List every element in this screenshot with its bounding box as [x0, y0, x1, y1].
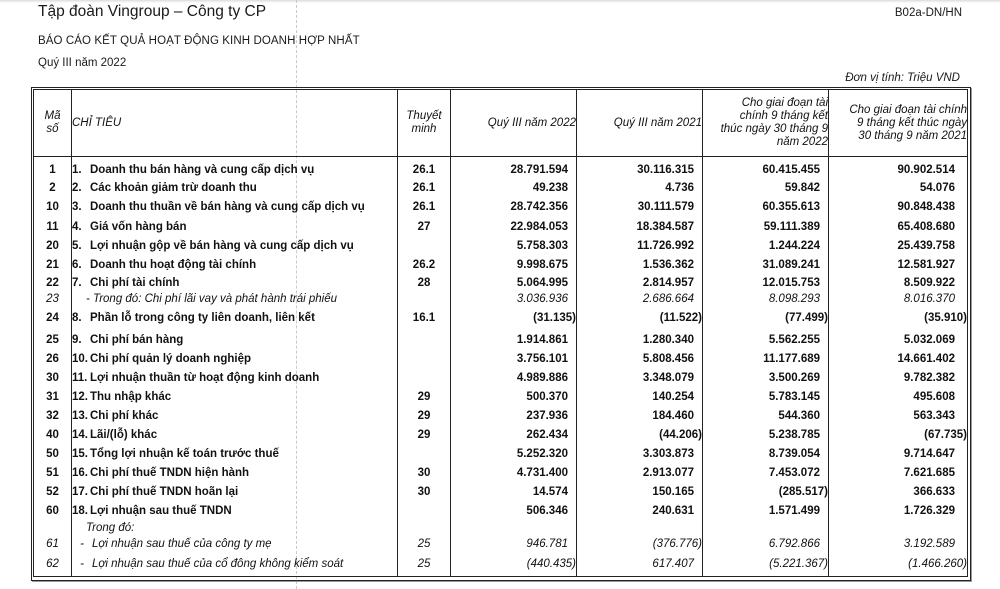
header-9m-2021-line1: Cho giai đoạn tài chính — [849, 103, 967, 116]
value-9m-2022: 3.500.269 — [703, 368, 829, 387]
row-index: 4. — [72, 220, 82, 233]
value-q3-2022: 4.731.400 — [451, 463, 577, 482]
value-q3-2022: 9.998.675 — [451, 255, 577, 274]
row-label — [72, 236, 398, 255]
row-index: 1. — [72, 164, 82, 176]
value-9m-2021: 14.661.402 — [897, 352, 955, 365]
value-9m-2021: 9.782.382 — [903, 371, 955, 384]
row-code: 10 — [34, 197, 72, 217]
value-9m-2021: 563.343 — [913, 409, 955, 422]
row-code — [34, 520, 72, 535]
value-9m-2021: 90.848.438 — [897, 201, 955, 213]
value-9m-2022: 31.089.241 — [703, 255, 829, 274]
value-q3-2022: 506.346 — [451, 501, 577, 520]
value-q3-2021: 1.536.362 — [577, 255, 703, 274]
table-row — [34, 406, 968, 425]
row-note — [398, 501, 451, 520]
row-note — [398, 520, 451, 535]
header-9m-2021-line2: 9 tháng kết thúc ngày — [857, 116, 967, 129]
value-q3-2022: 262.434 — [451, 425, 577, 444]
value-9m-2021: 25.439.758 — [897, 239, 955, 252]
row-note: 25 — [398, 535, 451, 553]
income-statement-table — [33, 89, 968, 577]
table-row — [34, 197, 968, 217]
value-q3-2021: 617.407 — [577, 553, 703, 575]
row-code: 23 — [34, 291, 72, 306]
row-code: 1 — [34, 161, 72, 179]
report-title: BÁO CÁO KẾT QUẢ HOẠT ĐỘNG KINH DOANH HỢP NHẤT — [38, 35, 360, 47]
value-q3-2021: 3.303.873 — [577, 444, 703, 463]
table-filler-row — [34, 575, 968, 577]
value-9m-2022: 60.415.455 — [703, 161, 829, 179]
row-index: 16. — [72, 466, 88, 479]
row-note: 26.1 — [398, 161, 451, 179]
value-q3-2022 — [451, 520, 577, 535]
header-9m-2022-line3: thúc ngày 30 tháng 9 — [720, 123, 828, 135]
row-label-text: Giá vốn hàng bán — [90, 220, 187, 233]
value-9m-2022: 59.111.389 — [703, 217, 829, 236]
filler-cell — [703, 575, 829, 577]
value-9m-2022: 5.783.145 — [703, 387, 829, 406]
row-label — [72, 255, 398, 274]
row-code: 20 — [34, 236, 72, 255]
value-q3-2022: 4.989.886 — [451, 368, 577, 387]
row-index: 13. — [72, 409, 88, 422]
row-index: 14. — [72, 428, 88, 441]
row-label-text: Lợi nhuận sau thuế của công ty mẹ — [92, 538, 272, 550]
row-label-text: Các khoản giảm trừ doanh thu — [90, 182, 257, 194]
value-9m-2021: 54.076 — [919, 182, 955, 194]
row-note: 29 — [398, 387, 451, 406]
row-note — [398, 349, 451, 368]
value-q3-2022: 28.791.594 — [451, 161, 577, 179]
value-q3-2021: 2.814.957 — [577, 274, 703, 291]
value-q3-2022: (440.435) — [451, 553, 577, 575]
value-q3-2021: 3.348.079 — [577, 368, 703, 387]
value-9m-2022: 6.792.866 — [703, 535, 829, 553]
value-9m-2021: 90.902.514 — [897, 164, 955, 176]
value-q3-2021: (11.522) — [577, 306, 703, 330]
row-note: 26.1 — [398, 197, 451, 217]
row-index: 15. — [72, 447, 88, 460]
row-code: 26 — [34, 349, 72, 368]
value-9m-2022: 544.360 — [703, 406, 829, 425]
value-q3-2021: 18.384.587 — [577, 217, 703, 236]
value-9m-2022: 12.015.753 — [703, 274, 829, 291]
row-index: 2. — [72, 182, 82, 194]
row-label-text: Doanh thu hoạt động tài chính — [90, 258, 257, 271]
value-9m-2022: 60.355.613 — [703, 197, 829, 217]
value-q3-2022: 5.252.320 — [451, 444, 577, 463]
header-9m-2021 — [829, 90, 968, 157]
row-bullet: - — [80, 538, 84, 550]
value-9m-2021: 65.408.680 — [897, 220, 955, 233]
value-9m-2022 — [703, 520, 829, 535]
value-q3-2022: 3.756.101 — [451, 349, 577, 368]
row-index: 11. — [72, 371, 88, 384]
row-note — [398, 444, 451, 463]
value-9m-2022: 11.177.689 — [703, 349, 829, 368]
row-label-text: Thu nhập khác — [90, 390, 172, 403]
form-code: B02a-DN/HN — [894, 7, 962, 19]
header-q3-2022: Quý III năm 2022 — [451, 90, 577, 157]
value-9m-2021: 8.016.370 — [903, 292, 955, 305]
value-9m-2021: 495.608 — [913, 390, 955, 403]
row-label — [72, 291, 398, 306]
header-code — [34, 90, 72, 157]
row-index: 9. — [72, 333, 82, 346]
row-label-text: Lãi/(lỗ) khác — [90, 428, 158, 441]
row-label — [72, 425, 398, 444]
value-q3-2022: 5.758.303 — [451, 236, 577, 255]
header-q3-2021: Quý III năm 2021 — [577, 90, 703, 157]
value-9m-2022: 5.238.785 — [703, 425, 829, 444]
value-q3-2021: 4.736 — [577, 179, 703, 197]
header-label: CHỈ TIÊU — [72, 90, 398, 157]
header-note — [398, 90, 451, 157]
header-note-line2: minh — [411, 123, 437, 135]
value-9m-2022: 7.453.072 — [703, 463, 829, 482]
row-code: 32 — [34, 406, 72, 425]
row-code: 11 — [34, 217, 72, 236]
row-code: 21 — [34, 255, 72, 274]
filler-cell — [34, 575, 72, 577]
row-label-text: Lợi nhuận gộp về bán hàng và cung cấp dịch vụ — [90, 239, 354, 252]
row-code: 62 — [34, 553, 72, 575]
row-label-text: Chi phí khác — [90, 409, 159, 422]
row-note — [398, 330, 451, 349]
value-9m-2021 — [829, 520, 968, 535]
table-row — [34, 482, 968, 501]
filler-cell — [577, 575, 703, 577]
value-q3-2022: 500.370 — [451, 387, 577, 406]
row-note: 30 — [398, 482, 451, 501]
value-q3-2022: 946.781 — [451, 535, 577, 553]
row-code: 40 — [34, 425, 72, 444]
value-q3-2022: 237.936 — [451, 406, 577, 425]
row-label — [72, 274, 398, 291]
value-q3-2022: 28.742.356 — [451, 197, 577, 217]
row-label — [72, 553, 398, 575]
row-label — [72, 197, 398, 217]
row-label-text: Chi phí thuế TNDN hoãn lại — [90, 485, 239, 498]
value-q3-2022: 5.064.995 — [451, 274, 577, 291]
row-note — [398, 368, 451, 387]
row-label-text: Chi phí bán hàng — [90, 333, 184, 346]
row-index: 5. — [72, 239, 82, 252]
table-row — [34, 501, 968, 520]
value-9m-2021: 7.621.685 — [903, 466, 955, 479]
value-q3-2021: 184.460 — [577, 406, 703, 425]
value-9m-2021: 3.192.589 — [903, 538, 955, 550]
row-code: 25 — [34, 330, 72, 349]
table-row — [34, 553, 968, 575]
row-code: 2 — [34, 179, 72, 197]
row-label — [72, 368, 398, 387]
value-q3-2021: 2.686.664 — [577, 291, 703, 306]
filler-cell — [451, 575, 577, 577]
value-q3-2022: 14.574 — [451, 482, 577, 501]
row-label-text: Doanh thu bán hàng và cung cấp dịch vụ — [90, 164, 315, 176]
row-note: 29 — [398, 406, 451, 425]
row-index: 7. — [72, 276, 82, 289]
row-label — [72, 406, 398, 425]
table-row — [34, 444, 968, 463]
value-9m-2021: 366.633 — [913, 485, 955, 498]
row-label-text: Phần lỗ trong công ty liên doanh, liên kết — [90, 312, 315, 324]
row-label-text: Chi phí tài chính — [90, 276, 180, 289]
value-9m-2021: 5.032.069 — [903, 333, 955, 346]
value-9m-2022: (77.499) — [703, 306, 829, 330]
row-index: 10. — [72, 352, 88, 365]
row-index: 3. — [72, 201, 82, 213]
row-note: 25 — [398, 553, 451, 575]
value-q3-2021: 240.631 — [577, 501, 703, 520]
row-note: 26.2 — [398, 255, 451, 274]
row-note: 29 — [398, 425, 451, 444]
value-9m-2022: 1.244.224 — [703, 236, 829, 255]
value-q3-2022: (31.135) — [451, 306, 577, 330]
row-label-text: Lợi nhuận sau thuế của cổ đông không kiểm soát — [92, 558, 344, 570]
row-code: 52 — [34, 482, 72, 501]
value-9m-2022: 8.098.293 — [703, 291, 829, 306]
header-9m-2022-line4: năm 2022 — [776, 136, 828, 148]
header-9m-2022-line1: Cho giai đoạn tài — [741, 97, 828, 109]
value-9m-2021: (35.910) — [924, 312, 967, 324]
row-code: 30 — [34, 368, 72, 387]
value-9m-2022: 1.571.499 — [703, 501, 829, 520]
filler-cell — [398, 575, 451, 577]
value-q3-2022: 1.914.861 — [451, 330, 577, 349]
row-label — [72, 501, 398, 520]
value-q3-2021: 2.913.077 — [577, 463, 703, 482]
row-label-text: Chi phí thuế TNDN hiện hành — [90, 466, 250, 479]
table-row — [34, 161, 968, 179]
report-period: Quý III năm 2022 — [38, 57, 127, 69]
row-note: 27 — [398, 217, 451, 236]
value-9m-2021: (1.466.260) — [908, 558, 967, 570]
value-9m-2022: 5.562.255 — [703, 330, 829, 349]
row-label — [72, 482, 398, 501]
value-9m-2022: (285.517) — [703, 482, 829, 501]
row-index: 12. — [72, 390, 88, 403]
row-code: 60 — [34, 501, 72, 520]
value-q3-2021: 30.116.315 — [577, 161, 703, 179]
row-label — [72, 179, 398, 197]
value-q3-2021: (44.206) — [577, 425, 703, 444]
value-9m-2022: 59.842 — [703, 179, 829, 197]
table-row — [34, 179, 968, 197]
value-q3-2022: 3.036.936 — [451, 291, 577, 306]
value-9m-2021: 12.581.927 — [897, 258, 955, 271]
row-index: 8. — [72, 312, 82, 324]
row-label — [72, 520, 398, 535]
row-label-text: Doanh thu thuần về bán hàng và cung cấp dịch vụ — [90, 201, 365, 213]
row-note: 28 — [398, 274, 451, 291]
row-note: 30 — [398, 463, 451, 482]
row-label-text: Tổng lợi nhuận kế toán trước thuế — [90, 447, 279, 460]
value-9m-2021: 8.509.922 — [903, 276, 955, 289]
filler-cell — [72, 575, 398, 577]
table-row — [34, 387, 968, 406]
header-code-line1: Mã — [44, 110, 61, 122]
value-q3-2021: (376.776) — [577, 535, 703, 553]
table-row — [34, 535, 968, 553]
row-label — [72, 330, 398, 349]
value-9m-2021: 1.726.329 — [903, 504, 955, 517]
row-note — [398, 236, 451, 255]
row-label-text: Trong đó: — [86, 521, 135, 534]
row-label — [72, 387, 398, 406]
value-9m-2021: (67.735) — [924, 428, 967, 441]
currency-unit: Đơn vị tính: Triệu VND — [845, 72, 960, 84]
row-label-text: Lợi nhuận thuần từ hoạt động kinh doanh — [90, 371, 320, 384]
row-code: 31 — [34, 387, 72, 406]
value-q3-2021: 150.165 — [577, 482, 703, 501]
table-row — [34, 520, 968, 535]
header-note-line1: Thuyết — [406, 110, 442, 122]
row-index: 17. — [72, 485, 88, 498]
value-q3-2021: 5.808.456 — [577, 349, 703, 368]
table-header-row — [34, 90, 968, 157]
row-code: 50 — [34, 444, 72, 463]
row-code: 24 — [34, 306, 72, 330]
table-row — [34, 330, 968, 349]
value-q3-2022: 49.238 — [451, 179, 577, 197]
row-code: 61 — [34, 535, 72, 553]
row-code: 51 — [34, 463, 72, 482]
value-9m-2021: 9.714.647 — [903, 447, 955, 460]
table-row — [34, 463, 968, 482]
value-q3-2021: 30.111.579 — [577, 197, 703, 217]
header-9m-2021-line3: 30 tháng 9 năm 2021 — [858, 129, 967, 142]
header-code-line2: số — [46, 123, 59, 135]
row-label-text: - Trong đó: Chi phí lãi vay và phát hành trái phiếu — [86, 292, 338, 305]
row-label — [72, 217, 398, 236]
table-row — [34, 236, 968, 255]
table-row — [34, 349, 968, 368]
value-q3-2021: 11.726.992 — [577, 236, 703, 255]
company-name: Tập đoàn Vingroup – Công ty CP — [38, 3, 267, 20]
header-9m-2022 — [703, 90, 829, 157]
row-label — [72, 161, 398, 179]
row-label — [72, 444, 398, 463]
value-q3-2021: 1.280.340 — [577, 330, 703, 349]
row-label-text: Lợi nhuận sau thuế TNDN — [90, 504, 232, 517]
row-label-text: Chi phí quản lý doanh nghiệp — [90, 352, 251, 365]
table-row — [34, 425, 968, 444]
filler-cell — [829, 575, 968, 577]
row-code: 22 — [34, 274, 72, 291]
row-index: 18. — [72, 504, 88, 517]
row-bullet: - — [80, 558, 84, 570]
table-row — [34, 306, 968, 330]
row-label — [72, 535, 398, 553]
row-note: 26.1 — [398, 179, 451, 197]
row-note — [398, 291, 451, 306]
table-row — [34, 274, 968, 291]
row-note: 16.1 — [398, 306, 451, 330]
value-9m-2022: 8.739.054 — [703, 444, 829, 463]
header-9m-2022-line2: chính 9 tháng kết — [739, 110, 828, 122]
row-label — [72, 349, 398, 368]
table-row — [34, 255, 968, 274]
income-statement-table-frame — [31, 87, 971, 581]
table-row — [34, 368, 968, 387]
row-label — [72, 463, 398, 482]
row-label — [72, 306, 398, 330]
value-9m-2022: (5.221.367) — [703, 553, 829, 575]
row-index: 6. — [72, 258, 82, 271]
table-row — [34, 291, 968, 306]
value-q3-2022: 22.984.053 — [451, 217, 577, 236]
value-q3-2021: 140.254 — [577, 387, 703, 406]
value-q3-2021 — [577, 520, 703, 535]
table-body — [34, 157, 968, 577]
table-row — [34, 217, 968, 236]
